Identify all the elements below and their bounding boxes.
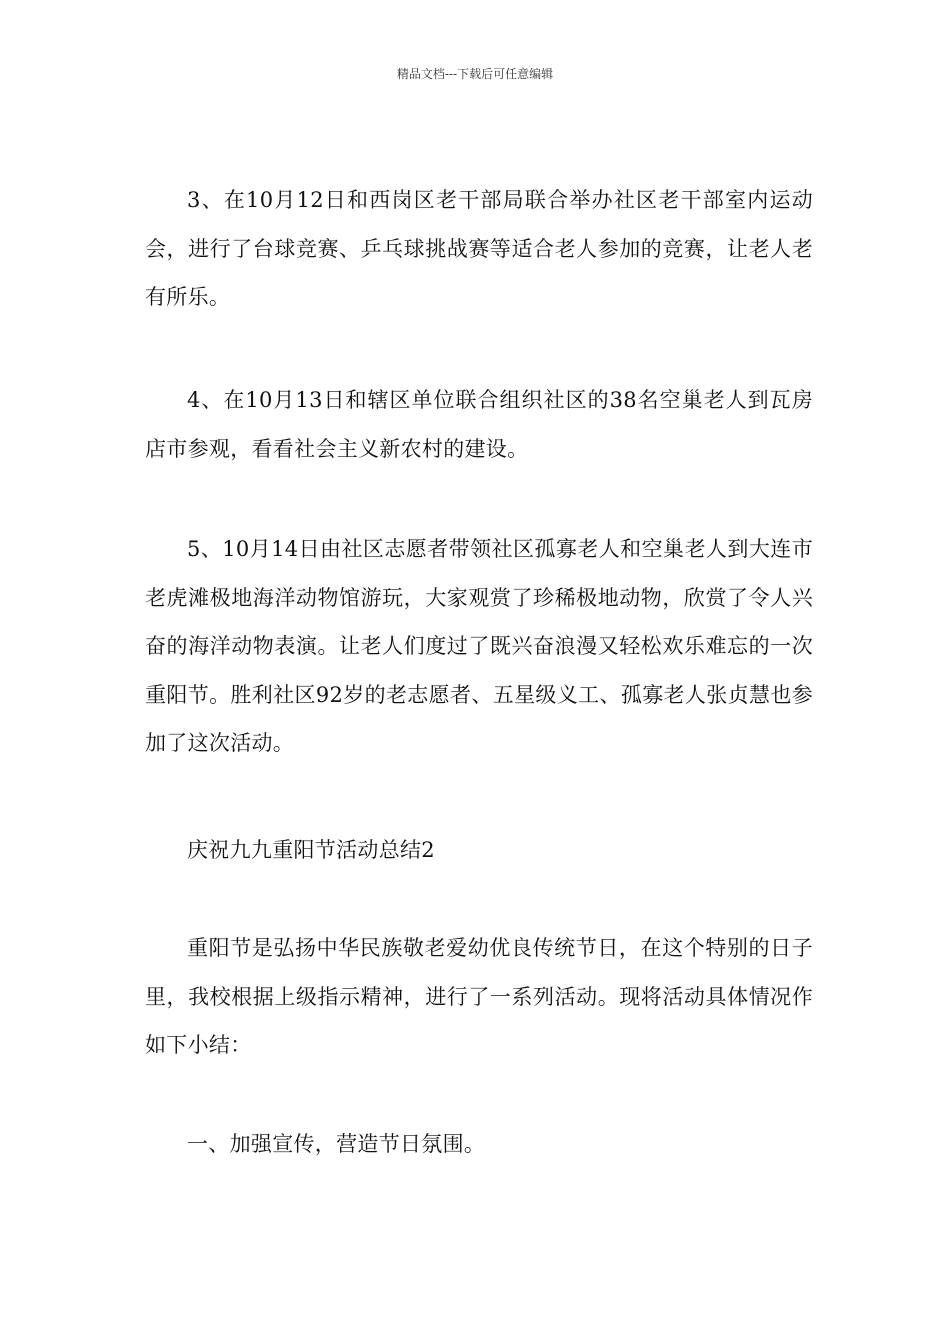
paragraph-activity-4: 4、在10月13日和辖区单位联合组织社区的38名空巢老人到瓦房店市参观，看看社会主义新农村的建设。 xyxy=(145,388,813,461)
paragraph-activity-3: 3、在10月12日和西岗区老干部局联合举办社区老干部室内运动会，进行了台球竞赛、乒乓球挑战赛等适合老人参加的竞赛，让老人老有所乐。 xyxy=(145,188,813,309)
paragraph-intro: 重阳节是弘扬中华民族敬老爱幼优良传统节日，在这个特别的日子里，我校根据上级指示精神，进行了一系列活动。现将活动具体情况作如下小结： xyxy=(145,936,813,1057)
section-heading-1: 一、加强宣传，营造节日氛围。 xyxy=(187,1132,486,1156)
section-title: 庆祝九九重阳节活动总结2 xyxy=(187,838,435,862)
page-header: 精品文档---下载后可任意编辑 xyxy=(396,67,554,81)
paragraph-activity-5: 5、10月14日由社区志愿者带领社区孤寡老人和空巢老人到大连市老虎滩极地海洋动物馆游玩，大家观赏了珍稀极地动物，欣赏了令人兴奋的海洋动物表演。让老人们度过了既兴奋浪漫又轻松欢乐难忘的一次重阳节。胜利社区92岁的老志愿者、五星级义工、孤寡老人张贞慧也参加了这次活动。 xyxy=(145,537,813,755)
